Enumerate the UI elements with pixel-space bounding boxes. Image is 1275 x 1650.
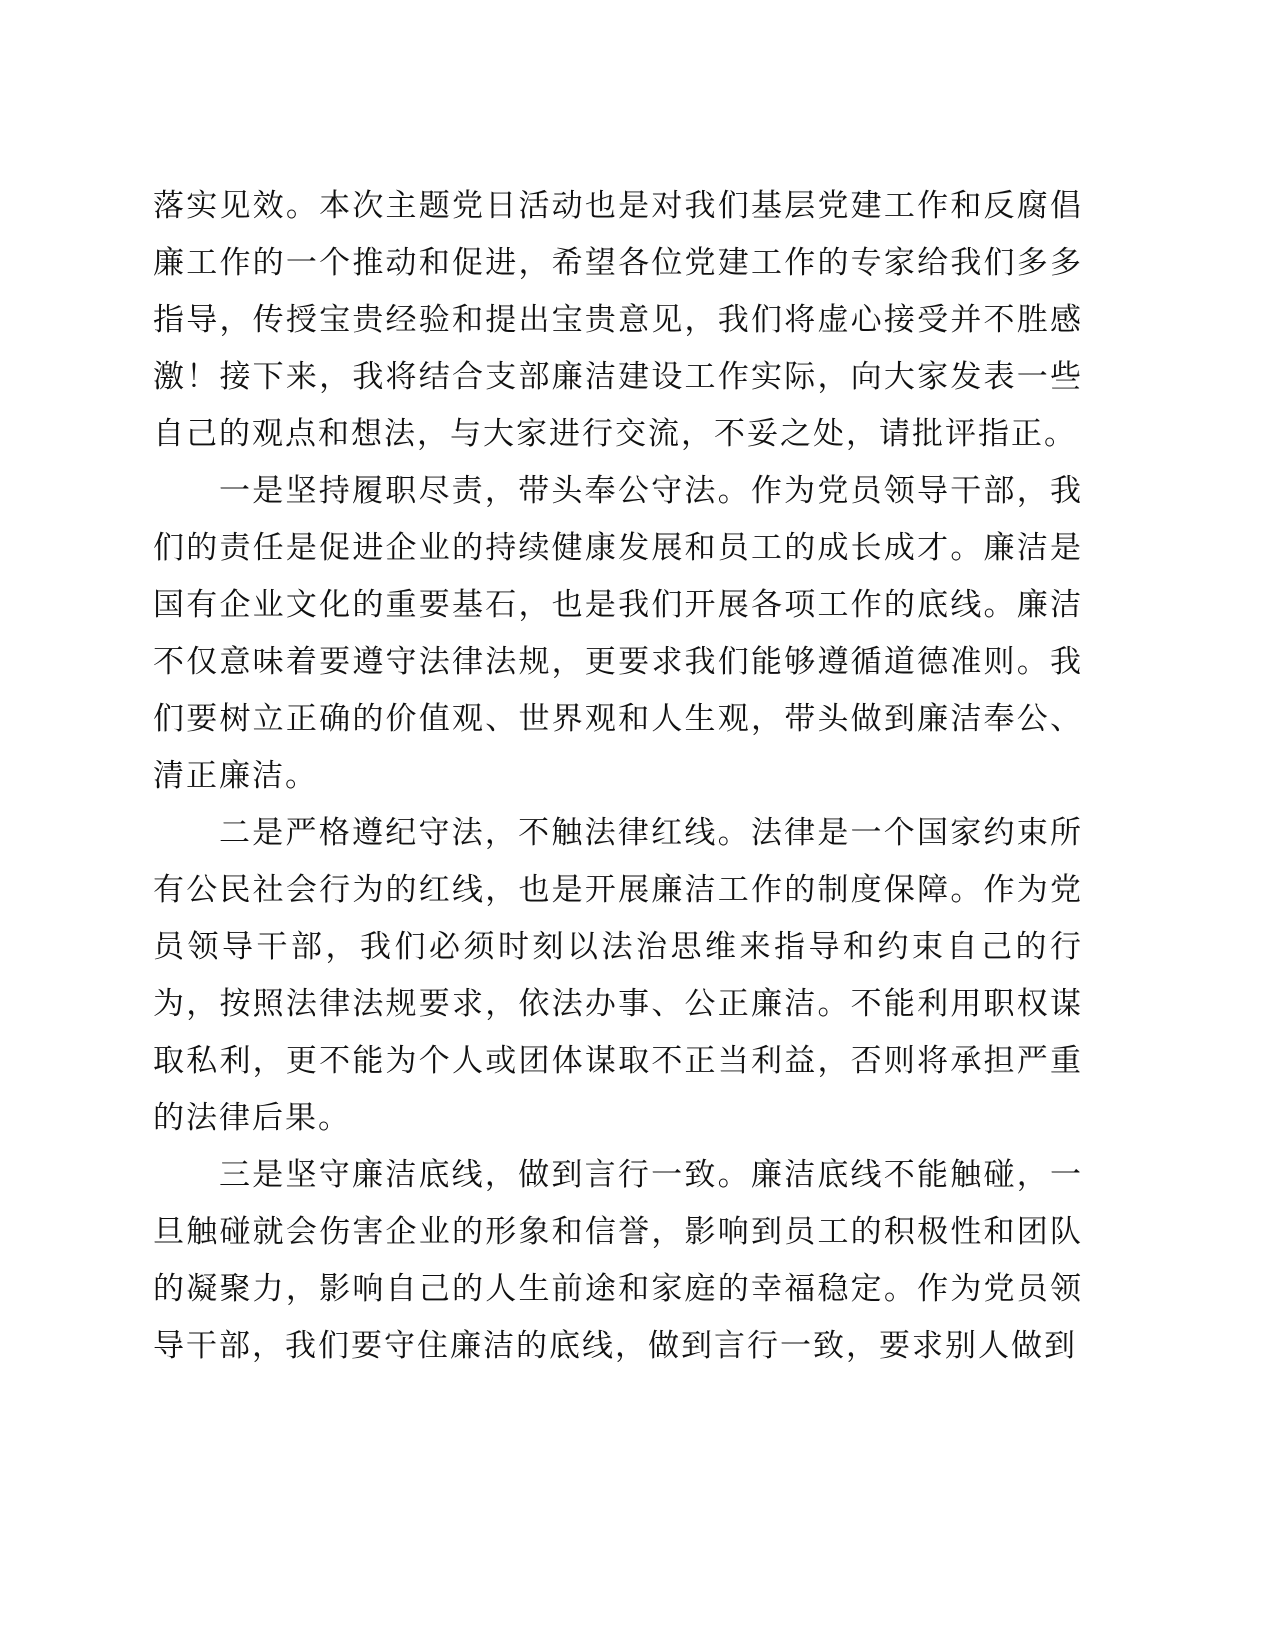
- paragraph-continuation: 落实见效。本次主题党日活动也是对我们基层党建工作和反腐倡廉工作的一个推动和促进，希望各位党建工作的专家给我们多多指导，传授宝贵经验和提出宝贵意见，我们将虚心接受并不胜感激！接下来，我将结合支部廉洁建设工作实际，向大家发表一些自己的观点和想法，与大家进行交流，不妥之处，请批评指正。: [153, 188, 1083, 452]
- document-body: [153, 178, 1083, 1375]
- paragraph-point-one: 一是坚持履职尽责，带头奉公守法。作为党员领导干部，我们的责任是促进企业的持续健康发展和员工的成长成才。廉洁是国有企业文化的重要基石，也是我们开展各项工作的底线。廉洁不仅意味着要遵守法律法规，更要求我们能够遵循道德准则。我们要树立正确的价值观、世界观和人生观，带头做到廉洁奉公、清正廉洁。: [153, 473, 1083, 794]
- paragraph-point-three: 三是坚守廉洁底线，做到言行一致。廉洁底线不能触碰，一旦触碰就会伤害企业的形象和信誉，影响到员工的积极性和团队的凝聚力，影响自己的人生前途和家庭的幸福稳定。作为党员领导干部，我们要守住廉洁的底线，做到言行一致，要求别人做到: [153, 1157, 1083, 1364]
- paragraph-point-two: 二是严格遵纪守法，不触法律红线。法律是一个国家约束所有公民社会行为的红线，也是开展廉洁工作的制度保障。作为党员领导干部，我们必须时刻以法治思维来指导和约束自己的行为，按照法律法规要求，依法办事、公正廉洁。不能利用职权谋取私利，更不能为个人或团体谋取不正当利益，否则将承担严重的法律后果。: [153, 815, 1083, 1136]
